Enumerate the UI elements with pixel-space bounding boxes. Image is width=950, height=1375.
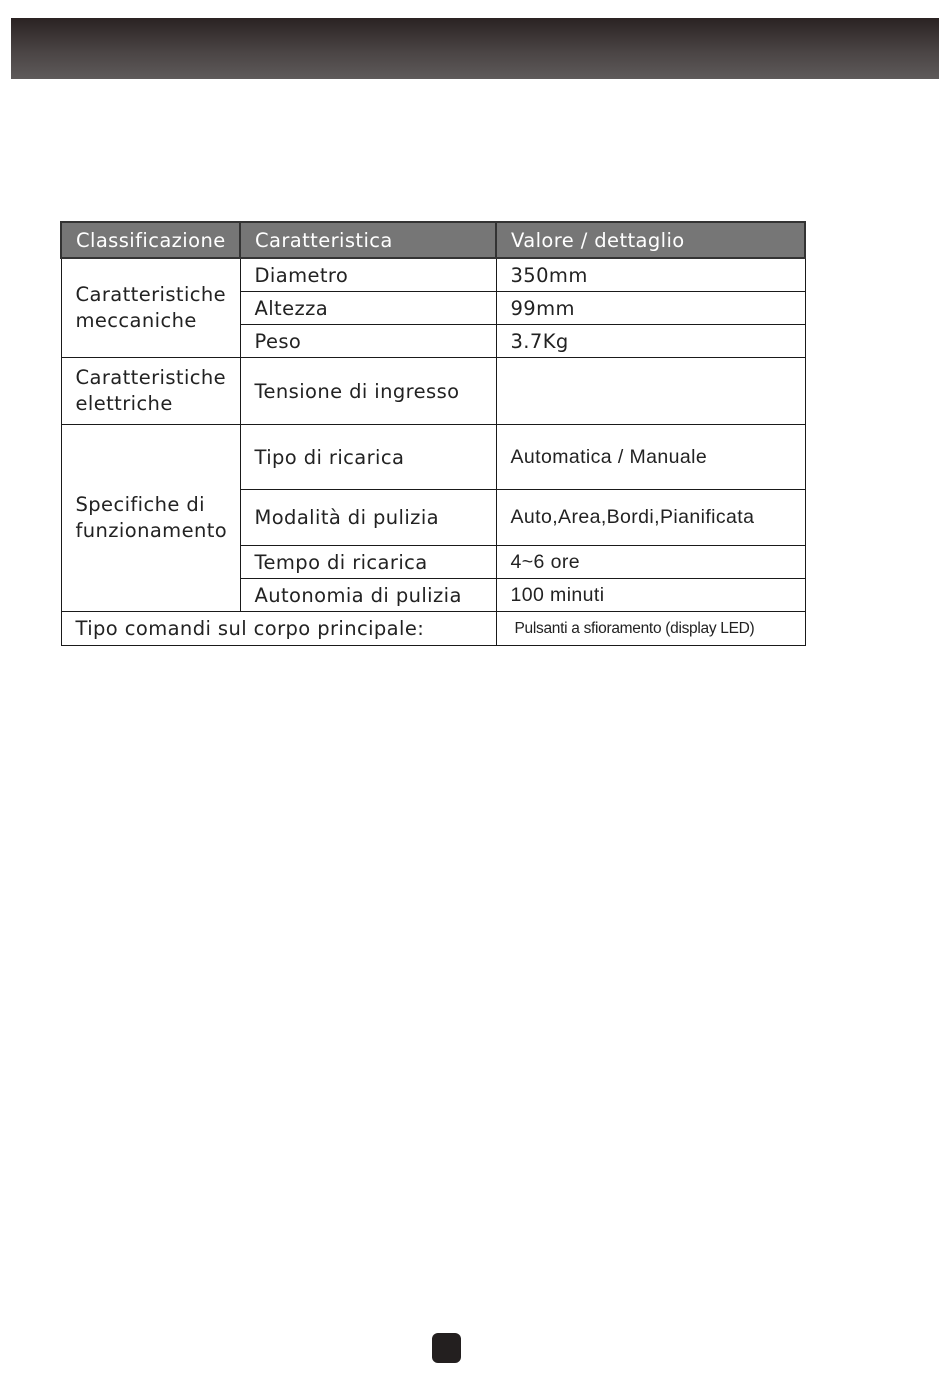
- table-row: [61, 425, 805, 490]
- table-row: [61, 258, 805, 292]
- value-cell: 99mm: [496, 292, 805, 325]
- value-cell: [496, 358, 805, 425]
- group-meccaniche: Caratteristiche meccaniche: [61, 258, 240, 358]
- table-row: [61, 358, 805, 425]
- feature-cell: Tensione di ingresso: [240, 358, 496, 425]
- group-funzionamento: Specifiche di funzionamento: [61, 425, 240, 612]
- feature-cell: Tipo di ricarica: [240, 425, 496, 490]
- value-cell: 100 minuti: [496, 579, 805, 612]
- header-valore: Valore / dettaglio: [496, 222, 805, 258]
- value-cell: 4~6 ore: [496, 546, 805, 579]
- feature-cell: Diametro: [240, 258, 496, 292]
- page-number-marker: [432, 1333, 461, 1363]
- feature-cell: Peso: [240, 325, 496, 358]
- value-cell: 350mm: [496, 258, 805, 292]
- value-cell: Auto,Area,Bordi,Pianificata: [496, 490, 805, 546]
- feature-cell: Modalità di pulizia: [240, 490, 496, 546]
- feature-cell: Autonomia di pulizia: [240, 579, 496, 612]
- table-header-row: [61, 222, 805, 258]
- header-caratteristica: Caratteristica: [240, 222, 496, 258]
- footer-value: Pulsanti a sfioramento (display LED): [496, 612, 805, 646]
- group-elettriche: Caratteristiche elettriche: [61, 358, 240, 425]
- table-footer-row: [61, 612, 805, 646]
- specifications-table: [60, 221, 806, 646]
- feature-cell: Altezza: [240, 292, 496, 325]
- footer-label: Tipo comandi sul corpo principale:: [61, 612, 496, 646]
- value-cell: 3.7Kg: [496, 325, 805, 358]
- header-bar: [11, 18, 939, 79]
- header-classificazione: Classificazione: [61, 222, 240, 258]
- value-cell: Automatica / Manuale: [496, 425, 805, 490]
- feature-cell: Tempo di ricarica: [240, 546, 496, 579]
